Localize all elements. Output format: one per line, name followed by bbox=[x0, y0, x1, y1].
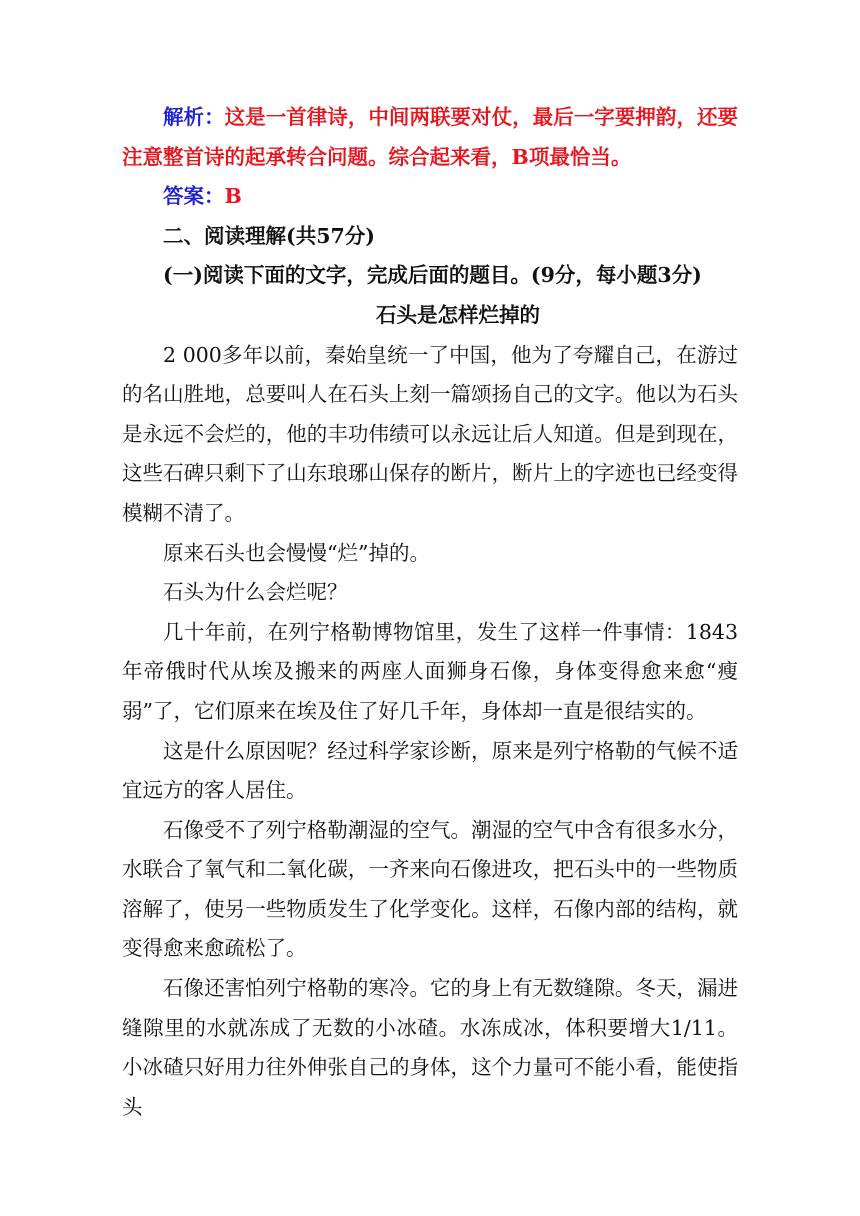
article-paragraph-4: 几十年前，在列宁格勒博物馆里，发生了这样一件事情：1843年帝俄时代从埃及搬来的两座人面狮身石像，身体变得愈来愈“瘦弱”了，它们原来在埃及住了好几千年，身体却一直是很结实的。 bbox=[122, 619, 738, 723]
analysis-label: 解析： bbox=[163, 105, 225, 129]
article-paragraph-5: 这是什么原因呢？经过科学家诊断，原来是列宁格勒的气候不适宜远方的客人居住。 bbox=[122, 738, 738, 803]
article-paragraph-3: 石头为什么会烂呢？ bbox=[163, 580, 348, 605]
article-paragraph-6: 石像受不了列宁格勒潮湿的空气。潮湿的空气中含有很多水分，水联合了氧气和二氧化碳，一齐来向石像进攻，把石头中的一些物质溶解了，使另一些物质发生了化学变化。这样，石像内部的结构，就变得愈来愈疏松了。 bbox=[122, 817, 738, 961]
answer-value: B bbox=[224, 184, 242, 209]
article-title: 石头是怎样烂掉的 bbox=[376, 302, 540, 327]
analysis-paragraph bbox=[122, 98, 738, 177]
subsection-heading: (一)阅读下面的文字，完成后面的题目。(9分，每小题3分) bbox=[163, 263, 702, 288]
analysis-text: 这是一首律诗，中间两联要对仗，最后一字要押韵，还要注意整首诗的起承转合问题。综合起来看，B项最恰当。 bbox=[122, 105, 739, 169]
document-page bbox=[122, 98, 738, 1127]
answer-paragraph bbox=[122, 177, 738, 217]
answer-label: 答案： bbox=[163, 184, 225, 209]
article-paragraph-7: 石像还害怕列宁格勒的寒冷。它的身上有无数缝隙。冬天，漏进缝隙里的水就冻成了无数的小冰碴。水冻成冰，体积要增大1/11。小冰碴只好用力往外伸张自己的身体，这个力量可不能小看，能使指头 bbox=[122, 976, 738, 1119]
article-paragraph-1: 2 000多年以前，秦始皇统一了中国，他为了夸耀自己，在游过的名山胜地，总要叫人在石头上刻一篇颂扬自己的文字。他以为石头是永远不会烂的，他的丰功伟绩可以永远让后人知道。但是到现在，这些石碑只剩下了山东琅琊山保存的断片，断片上的字迹也已经变得模糊不清了。 bbox=[122, 342, 738, 525]
section-heading: 二、阅读理解(共57分) bbox=[163, 223, 375, 248]
article-paragraph-2: 原来石头也会慢慢“烂”掉的。 bbox=[163, 540, 430, 565]
